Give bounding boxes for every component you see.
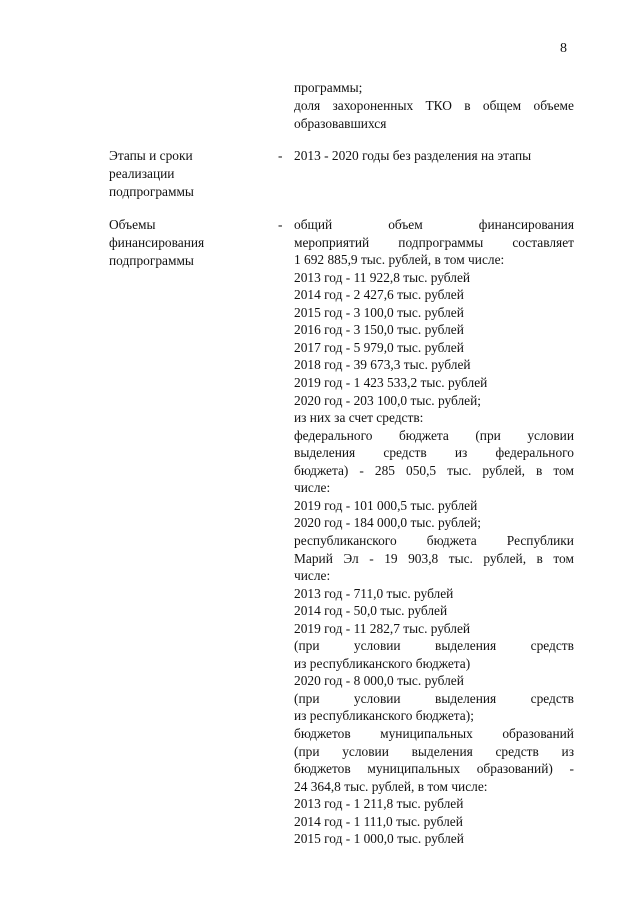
word: общем — [482, 98, 522, 113]
volumes-line-18: 2020 год - 184 000,0 тыс. рублей; — [294, 515, 481, 531]
word: условии — [527, 427, 574, 443]
stages-text: 2013 - 2020 годы без разделения на этапы — [294, 148, 532, 163]
volumes-line-24: 2019 год - 11 282,7 тыс. рублей — [294, 620, 471, 636]
volumes-line-3: 1 692 885,9 тыс. рублей, в том числе: — [294, 252, 505, 268]
volumes-line-12: из них за счет средств: — [294, 410, 424, 426]
word: (при — [475, 427, 501, 443]
volumes-line-17: 2019 год - 101 000,5 тыс. рублей — [294, 497, 478, 513]
word: том — [553, 550, 574, 566]
volumes-line-22: 2013 год - 711,0 тыс. рублей — [294, 585, 454, 601]
word: Марий — [294, 550, 333, 566]
volumes-line-31 — [294, 743, 574, 760]
intro-line-3: образовавшихся — [294, 116, 387, 131]
word: мероприятий — [294, 234, 370, 250]
word: бюджета — [426, 532, 477, 548]
word: объеме — [533, 98, 574, 113]
volumes-line-1 — [294, 216, 574, 233]
volumes-line-2 — [294, 234, 574, 251]
volumes-line-34: 2013 год - 1 211,8 тыс. рублей — [294, 796, 464, 812]
volumes-line-20 — [294, 550, 574, 567]
volumes-line-30 — [294, 725, 574, 742]
volumes-line-13 — [294, 427, 574, 444]
volumes-line-29: из республиканского бюджета); — [294, 708, 474, 724]
word: ТКО — [425, 98, 452, 113]
word: тыс. — [447, 462, 472, 478]
volumes-line-6: 2015 год - 3 100,0 тыс. рублей — [294, 304, 464, 320]
page-number: 8 — [560, 41, 567, 56]
volumes-line-28 — [294, 690, 574, 707]
word: - — [569, 761, 574, 777]
word: в — [535, 462, 543, 478]
word: выделения — [294, 445, 356, 461]
volumes-line-5: 2014 год - 2 427,6 тыс. рублей — [294, 287, 464, 303]
volumes-line-10: 2019 год - 1 423 533,2 тыс. рублей — [294, 375, 488, 390]
word: муниципальных — [380, 726, 473, 741]
word: рублей, — [482, 462, 525, 478]
word: в — [464, 98, 471, 113]
volumes-line-15 — [294, 462, 574, 479]
word: Эл — [343, 550, 359, 566]
word: том — [553, 462, 574, 478]
word: из — [561, 743, 574, 759]
word: общий — [294, 217, 333, 232]
word: выделения — [435, 690, 497, 706]
volumes-line-26: из республиканского бюджета) — [294, 655, 471, 671]
stages-label-line-3: подпрограммы — [109, 184, 194, 199]
word: 050,5 — [406, 462, 437, 478]
volumes-line-33: 24 364,8 тыс. рублей, в том числе: — [294, 778, 488, 794]
word: образований) — [476, 761, 553, 777]
volumes-line-36: 2015 год - 1 000,0 тыс. рублей — [294, 831, 464, 847]
word: - — [369, 550, 374, 566]
intro-line-1: программы; — [294, 80, 363, 95]
word: в — [536, 550, 543, 566]
word: муниципальных — [367, 761, 461, 777]
word: выделения — [435, 638, 497, 654]
word: подпрограммы — [398, 234, 484, 250]
volumes-line-11: 2020 год - 203 100,0 тыс. рублей; — [294, 392, 481, 408]
word: средств — [530, 690, 574, 706]
word: выделения — [411, 743, 473, 759]
word: федерального — [294, 427, 373, 443]
word: (при — [294, 743, 320, 759]
word: условии — [353, 690, 401, 706]
volumes-line-35: 2014 год - 1 111,0 тыс. рублей — [294, 813, 463, 829]
word: составляет — [512, 234, 574, 250]
word: бюджета — [398, 427, 449, 443]
word: 903,8 — [408, 550, 439, 566]
volumes-label-line-1: Объемы — [109, 217, 156, 232]
word: (при — [294, 690, 320, 706]
word: доля — [294, 98, 321, 113]
volumes-line-7: 2016 год - 3 150,0 тыс. рублей — [294, 322, 464, 338]
word: 19 — [384, 550, 398, 566]
volumes-line-32 — [294, 760, 574, 777]
word: бюджетов — [294, 761, 351, 777]
word: бюджета) — [294, 462, 349, 478]
word: средств — [383, 445, 427, 461]
stages-dash: - — [278, 148, 283, 163]
volumes-line-8: 2017 год - 5 979,0 тыс. рублей — [294, 339, 464, 355]
word: объем — [388, 217, 423, 232]
volumes-dash: - — [278, 217, 283, 232]
volumes-line-14 — [294, 444, 574, 461]
volumes-label-line-2: финансирования — [109, 235, 205, 250]
word: средств — [495, 743, 539, 759]
volumes-line-25 — [294, 637, 574, 654]
word: федерального — [495, 445, 574, 461]
volumes-line-23: 2014 год - 50,0 тыс. рублей — [294, 603, 448, 619]
word: бюджетов — [294, 726, 351, 741]
volumes-line-21: числе: — [294, 568, 331, 583]
volumes-line-9: 2018 год - 39 673,3 тыс. рублей — [294, 357, 471, 373]
word: Республики — [506, 532, 574, 548]
word: средств — [530, 638, 574, 654]
word: 285 — [374, 462, 395, 478]
stages-label-line-2: реализации — [109, 166, 175, 181]
volumes-line-19 — [294, 532, 574, 549]
word: - — [359, 462, 364, 478]
word: из — [454, 445, 468, 461]
word: (при — [294, 638, 320, 654]
word: захороненных — [332, 98, 414, 113]
word: образований — [502, 726, 574, 741]
intro-line-2 — [294, 97, 574, 114]
volumes-line-4: 2013 год - 11 922,8 тыс. рублей — [294, 269, 471, 285]
word: тыс. — [448, 550, 473, 566]
volumes-label-line-3: подпрограммы — [109, 253, 194, 268]
volumes-line-16: числе: — [294, 480, 331, 496]
word: условии — [342, 743, 389, 759]
word: рублей, — [483, 550, 527, 566]
stages-label-line-1: Этапы и сроки — [109, 148, 193, 163]
word: республиканского — [294, 532, 397, 548]
word: условии — [353, 638, 401, 654]
word: финансирования — [478, 217, 574, 232]
volumes-line-27: 2020 год - 8 000,0 тыс. рублей — [294, 673, 464, 689]
